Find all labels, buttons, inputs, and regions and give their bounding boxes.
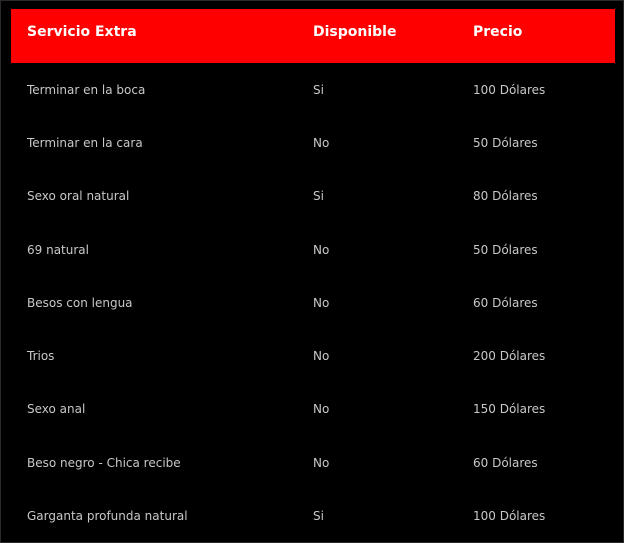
table-row <box>11 223 615 276</box>
cell-price: 60 Dólares <box>473 455 538 470</box>
header-disponible: Disponible <box>313 24 397 40</box>
cell-available: No <box>313 349 330 364</box>
cell-service: Besos con lengua <box>27 295 133 310</box>
cell-price: 100 Dólares <box>473 82 546 97</box>
cell-service: Beso negro - Chica recibe <box>27 455 181 470</box>
table-row <box>11 436 615 489</box>
cell-price: 150 Dólares <box>473 402 546 417</box>
cell-available: No <box>313 455 330 470</box>
table-row <box>11 116 615 169</box>
table-row <box>11 329 615 382</box>
cell-available: No <box>313 402 330 417</box>
cell-available: Si <box>313 82 324 97</box>
cell-price: 50 Dólares <box>473 242 538 257</box>
cell-price: 50 Dólares <box>473 135 538 150</box>
cell-service: Garganta profunda natural <box>27 509 188 524</box>
cell-service: Trios <box>27 349 55 364</box>
table-row <box>11 276 615 329</box>
table-header-row <box>11 9 615 63</box>
header-servicio-extra: Servicio Extra <box>27 24 137 40</box>
cell-available: Si <box>313 189 324 204</box>
cell-service: Terminar en la cara <box>27 135 143 150</box>
cell-service: Terminar en la boca <box>27 82 146 97</box>
cell-service: 69 natural <box>27 242 89 257</box>
table-row <box>11 489 615 542</box>
header-precio: Precio <box>473 24 523 40</box>
cell-price: 60 Dólares <box>473 295 538 310</box>
table-row <box>11 383 615 436</box>
cell-available: No <box>313 242 330 257</box>
cell-service: Sexo oral natural <box>27 189 130 204</box>
cell-price: 100 Dólares <box>473 509 546 524</box>
cell-service: Sexo anal <box>27 402 86 417</box>
cell-available: Si <box>313 509 324 524</box>
cell-price: 80 Dólares <box>473 189 538 204</box>
table-row <box>11 63 615 116</box>
table-row <box>11 170 615 223</box>
cell-price: 200 Dólares <box>473 349 546 364</box>
cell-available: No <box>313 295 330 310</box>
cell-available: No <box>313 135 330 150</box>
services-table <box>11 9 615 543</box>
